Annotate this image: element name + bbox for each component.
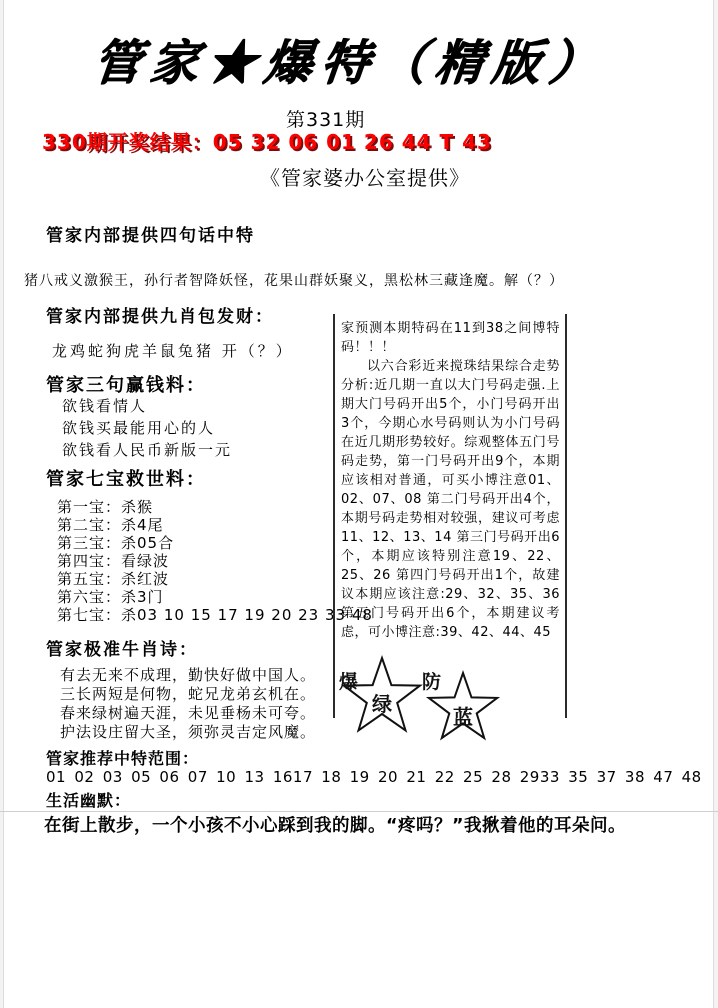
poem-line: 三长两短是何物，蛇兄龙弟玄机在。 bbox=[60, 685, 317, 703]
burst-label: 爆 bbox=[339, 671, 359, 693]
money-line: 欲钱买最能用心的人 bbox=[62, 419, 216, 437]
three-money-lines bbox=[62, 395, 232, 461]
seven-treasure-lines bbox=[57, 498, 373, 624]
treasure-line: 第六宝：杀3门 bbox=[57, 588, 164, 606]
heading-nine-zodiac: 管家内部提供九肖包发财： bbox=[46, 307, 274, 327]
poem-line: 护法设庄留大圣，须弥灵吉定风魔。 bbox=[60, 723, 317, 741]
treasure-line: 第五宝：杀红波 bbox=[57, 570, 170, 588]
provider-line: 《管家婆办公室提供》 bbox=[260, 166, 470, 190]
ox-poem-lines bbox=[60, 666, 316, 742]
money-line: 欲钱看人民币新版一元 bbox=[62, 441, 233, 459]
humor-divider bbox=[0, 811, 718, 812]
treasure-line: 第二宝：杀4尾 bbox=[57, 516, 164, 534]
poem-line: 有去无来不成理，勤快好做中国人。 bbox=[60, 666, 317, 684]
prediction-lead: 家预测本期特码在11到38之间博特码！！！ bbox=[341, 321, 560, 355]
treasure-line: 第七宝：杀03 10 15 17 19 20 23 33 48 bbox=[57, 606, 373, 624]
page-right-edge bbox=[713, 0, 718, 1008]
recommended-numbers: 01 02 03 05 06 07 10 13 1617 18 19 20 21 22 25 28 2933 35 37 38 47 48 bbox=[46, 768, 702, 786]
wave-warning-graphic bbox=[335, 652, 569, 747]
heading-range: 管家推荐中特范围： bbox=[46, 749, 200, 768]
heading-three-money: 管家三句赢钱料： bbox=[46, 375, 206, 396]
treasure-line: 第一宝：杀猴 bbox=[57, 498, 154, 516]
guard-label: 防 bbox=[422, 671, 442, 693]
issue-number: 第331期 bbox=[286, 109, 366, 131]
heading-four-sentence: 管家内部提供四句话中特 bbox=[46, 226, 255, 246]
prediction-analysis: 以六合彩近来搅珠结果综合走势分析:近几期一直以大门号码走强.上期大门号码开出5个，小门号码开出3个，今期心水号码则认为小门号码在近几期形势较好。综观整体五门号码走势，第一门号码开出9个，本期应该相对普通，可买小博注意01、02、07、08 第二门号码开出4个，本期号码走势相对较强，建议可考虑11、12、13、14 第三门号码开出6个，本期应该特别注意19、22、25、26 第四门号码开出1个，故建议本期应该注意:29、32、35、36第五门号码开出6个，本期建议考虑，可小博注意:39、42、44、45 bbox=[341, 359, 560, 640]
treasure-line: 第四宝：看绿波 bbox=[57, 552, 170, 570]
blue-wave-text: 蓝 bbox=[453, 705, 473, 729]
heading-seven-treasures: 管家七宝救世料： bbox=[46, 469, 206, 490]
poem-line: 春来绿树遍天涯，未见垂杨未可夸。 bbox=[60, 704, 317, 722]
previous-draw-result: 330期开奖结果：05 32 06 01 26 44 T 43 bbox=[42, 130, 492, 154]
page-left-edge bbox=[0, 0, 4, 1008]
green-wave-text: 绿 bbox=[372, 692, 392, 716]
money-line: 欲钱看情人 bbox=[62, 397, 148, 415]
masthead-title: 管家★爆特（精版） bbox=[90, 35, 609, 91]
heading-ox-poem: 管家极准牛肖诗： bbox=[46, 640, 198, 660]
humor-text: 在街上散步，一个小孩不小心踩到我的脚。“疼吗？”我揪着他的耳朵问。 bbox=[44, 816, 627, 836]
heading-humor: 生活幽默： bbox=[46, 791, 132, 810]
nine-zodiac-list: 龙鸡蛇狗虎羊鼠兔猪 开（？） bbox=[52, 342, 294, 360]
treasure-line: 第三宝：杀05合 bbox=[57, 534, 175, 552]
four-sentence-riddle: 猪八戒义激猴王，孙行者智降妖怪，花果山群妖聚义，黑松林三藏逢魔。解（？） bbox=[24, 273, 564, 289]
